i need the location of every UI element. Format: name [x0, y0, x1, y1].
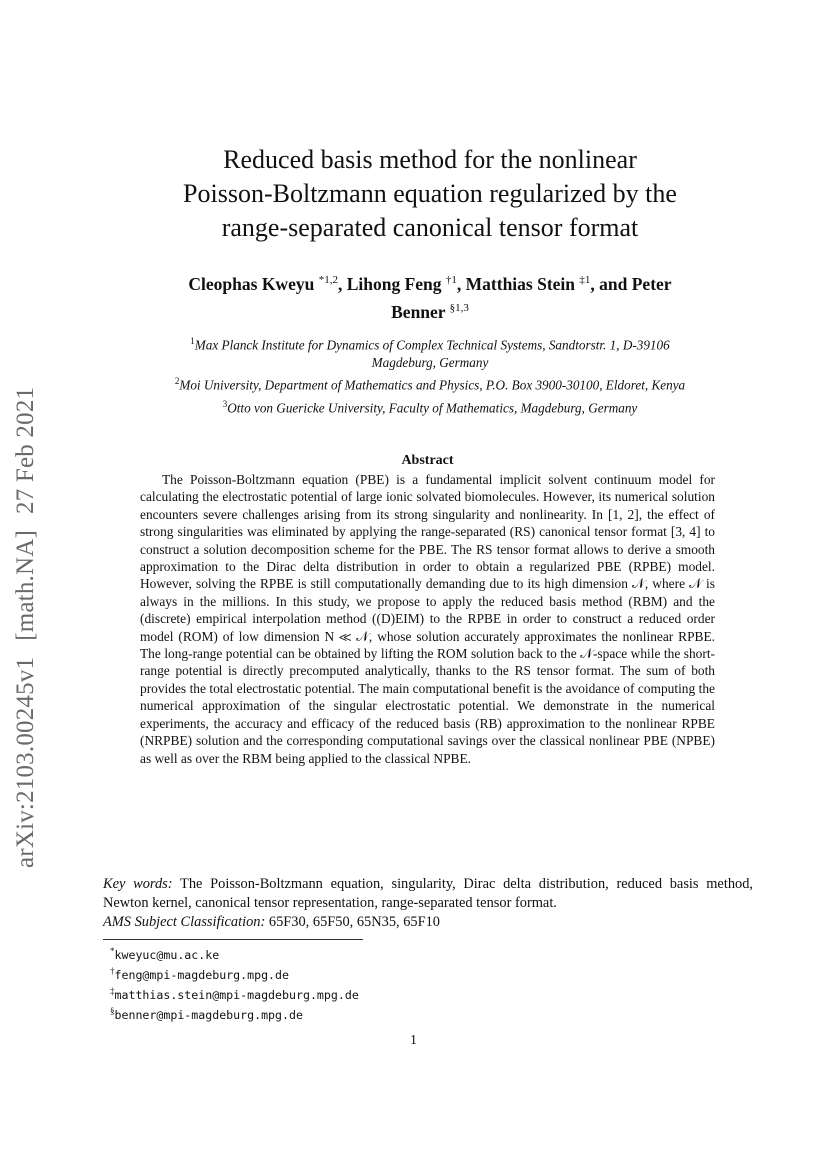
author-marker: ‡1	[579, 274, 591, 286]
author-marker: *1,2	[318, 274, 338, 286]
page-number: 1	[410, 1033, 417, 1048]
author-name: Benner	[391, 301, 446, 322]
footnote-item	[110, 943, 359, 963]
author-line	[100, 296, 760, 324]
paper-title	[110, 143, 750, 245]
arxiv-stamp	[12, 371, 40, 868]
affiliation-text: Otto von Guericke University, Faculty of Mathematics, Magdeburg, Germany	[227, 400, 638, 416]
keywords-block	[103, 875, 753, 932]
author-name: Lihong Feng	[346, 273, 442, 294]
affiliation-2	[95, 372, 765, 394]
affiliation-marker: 1	[190, 336, 195, 346]
title-line: Poisson-Boltzmann equation regularized by the	[183, 179, 677, 208]
footnote-marker: §	[110, 1006, 115, 1017]
author-name-prefix: and Peter	[599, 273, 672, 294]
affiliation-text: Max Planck Institute for Dynamics of Complex Technical Systems, Sandtorstr. 1, D-39106	[194, 337, 670, 353]
abstract-body: The Poisson-Boltzmann equation (PBE) is a fundamental implicit solvent continuum model for calculating the electrostatic potential of large ionic solvated biomolecules. However, its numerical solution encounters severe challenges arising from its strong singularity and nonlinearity. In [1, 2], the effect of strong singularities was eliminated by applying the range-separated (RS) canonical tensor format [3, 4] to construct a solution decomposition scheme for the PBE. The RS tensor format allows to derive a smooth approximation to the Dirac delta distribution in order to obtain a regularized PBE (RPBE) model. However, solving the RPBE is still computationally demanding due to its high dimension 𝒩, where 𝒩 is always in the millions. In this study, we propose to apply the reduced basis method (RBM) and the (discrete) empirical interpolation method ((D)EIM) to the RPBE in order to construct a reduced order model (ROM) of low dimension N ≪ 𝒩, whose solution accurately approximates the nonlinear RPBE. The long-range potential can be obtained by lifting the ROM solution back to the 𝒩-space while the short-range potential is directly precomputed analytically, thanks to the RS tensor format. The sum of both provides the total electrostatic potential. The main computational benefit is the avoidance of computing the numerical approximation of the singular electrostatic potential. We demonstrate in the numerical experiments, the accuracy and efficacy of the reduced basis (RB) approximation to the nonlinear RPBE (NRPBE) solution and the corresponding computational savings over the classical nonlinear PBE (NPBE) as well as over the RBM being applied to the classical NPBE.	[140, 472, 715, 766]
author-line: Cleophas Kweyu $^{*1,2}$, Lihong Feng $^{\dagger 1}$, Matthias Stein $^{\ddagger 1}$, and Peter	[188, 273, 672, 294]
keywords-text: The Poisson-Boltzmann equation, singularity, Dirac delta distribution, reduced basis method, Newton kernel, canonical tensor representation, range-separated tensor format.	[103, 876, 754, 911]
author-marker: §1,3	[449, 301, 469, 314]
abstract-heading: Abstract	[401, 453, 454, 468]
author-list	[100, 268, 760, 324]
author-name: Matthias Stein	[465, 273, 576, 294]
footnote-item	[110, 1003, 359, 1023]
footnote-item	[110, 963, 359, 983]
title-line: Reduced basis method for the nonlinear	[223, 145, 637, 174]
affiliation-marker: 3	[222, 398, 228, 409]
arxiv-category: [math.NA]	[12, 529, 39, 641]
footnote-item	[110, 983, 359, 1003]
ams-label: AMS Subject Classification:	[103, 914, 266, 930]
author-name: Cleophas Kweyu	[188, 273, 315, 294]
affiliation-3	[95, 395, 765, 417]
arxiv-date: 27 Feb 2021	[12, 386, 39, 514]
footnotes	[110, 943, 359, 1024]
keywords-label: Key words:	[103, 876, 173, 892]
footnote-marker: ‡	[110, 986, 115, 997]
footnote-marker: *	[110, 946, 115, 956]
affiliations	[95, 332, 765, 417]
title-line: range-separated canonical tensor format	[221, 213, 639, 242]
footnote-email: matthias.stein@mpi-magdeburg.mpg.de	[114, 988, 359, 1003]
affiliation-text: Moi University, Department of Mathematics and Physics, P.O. Box 3900-30100, Eldoret, Kenya	[179, 377, 686, 393]
footnote-rule	[103, 939, 363, 940]
footnote-email: kweyuc@mu.ac.ke	[114, 947, 220, 962]
author-marker: †1	[445, 274, 457, 286]
affiliation-1-cont: Magdeburg, Germany	[371, 355, 489, 371]
footnote-email: benner@mpi-magdeburg.mpg.de	[114, 1008, 303, 1023]
affiliation-marker: 2	[174, 376, 180, 387]
ams-text: 65F30, 65F50, 65N35, 65F10	[268, 914, 441, 930]
arxiv-id: arXiv:2103.00245v1	[12, 656, 39, 868]
footnote-email: feng@mpi-magdeburg.mpg.de	[114, 968, 290, 983]
footnote-marker: †	[110, 966, 115, 977]
affiliation-1	[95, 332, 765, 354]
